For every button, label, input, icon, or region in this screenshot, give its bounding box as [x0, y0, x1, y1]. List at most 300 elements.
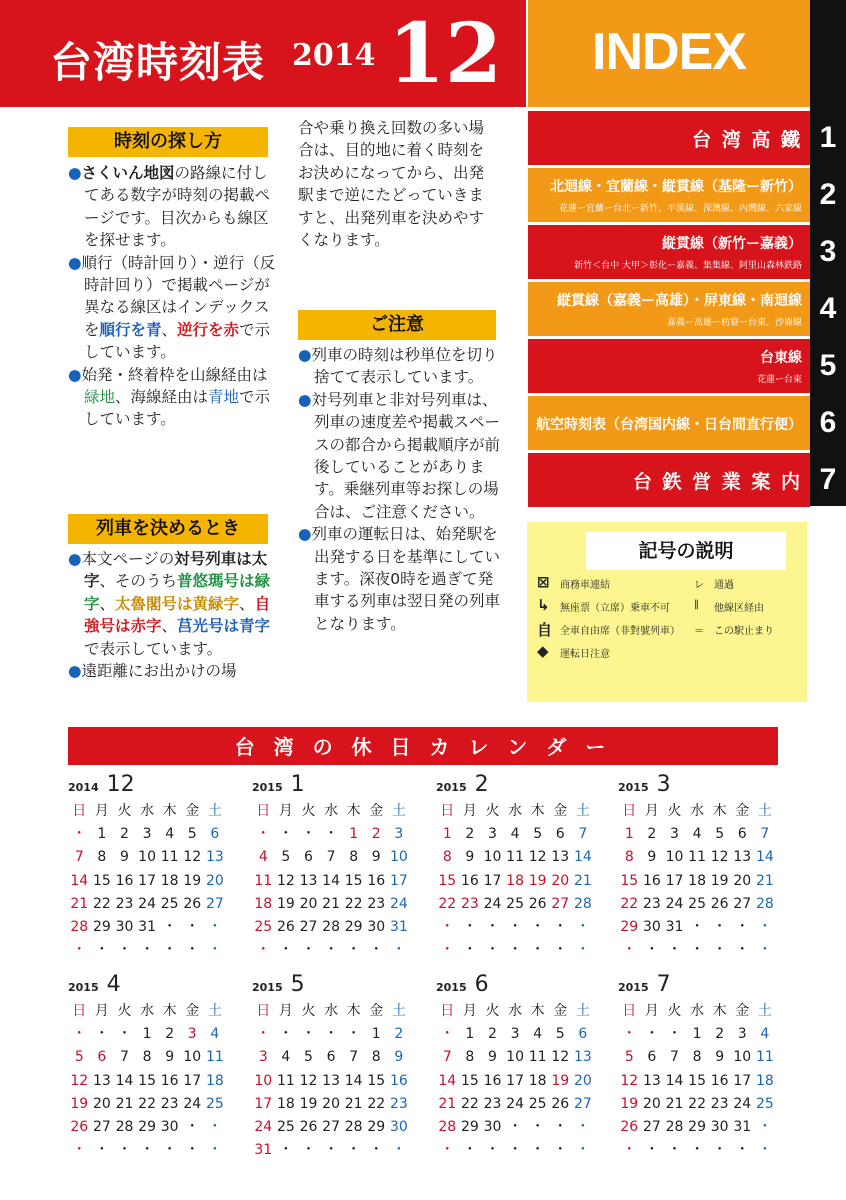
day-cell: 27 [205, 895, 224, 912]
weekday-label: 月 [462, 1003, 477, 1019]
day-cell: 7 [760, 826, 770, 843]
index-row-5[interactable] [528, 339, 810, 393]
day-cell: 13 [642, 1072, 661, 1089]
day-cell: 21 [438, 1095, 457, 1112]
day-cell: 10 [506, 1049, 524, 1066]
day-cell: 1 [465, 1026, 475, 1043]
day-cell: ・ [644, 1026, 659, 1043]
month-number: 1 [290, 772, 305, 797]
text-run: で示しています。 [84, 320, 271, 362]
day-cell: 4 [258, 849, 268, 866]
legend-icon: ◆ [537, 642, 549, 660]
weekday-label: 水 [508, 803, 523, 819]
legend-title: 記号の説明 [586, 532, 786, 570]
day-cell: 3 [258, 1049, 268, 1066]
day-cell: 7 [74, 849, 84, 866]
day-cell: 11 [755, 1049, 774, 1066]
index-row-number: 7 [819, 463, 837, 496]
weekday-label: 木 [346, 1003, 361, 1019]
weekday-label: 水 [140, 1003, 155, 1019]
weekday-label: 日 [72, 1003, 87, 1019]
calendar-title: 台 湾 の 休 日 カ レ ン ダ ー [234, 735, 612, 759]
day-cell: ・ [72, 1026, 87, 1043]
index-row-label: 航空時刻表（台湾国内線・日台間直行便） [536, 417, 802, 433]
choose-text [68, 548, 276, 682]
month-calendar [252, 772, 422, 962]
day-cell: 31 [389, 918, 408, 935]
bullet-icon: ● [298, 390, 312, 409]
day-cell: 11 [160, 849, 179, 866]
text-run: 本文ページの [81, 550, 175, 568]
weekday-label: 土 [757, 803, 772, 819]
day-cell: 29 [367, 1118, 386, 1135]
day-cell: ・ [757, 942, 772, 959]
day-cell: ・ [462, 1142, 477, 1159]
day-cell: 27 [92, 1118, 111, 1135]
day-cell: ・ [462, 918, 477, 935]
day-cell: 24 [254, 1118, 273, 1135]
day-cell: 27 [551, 895, 570, 912]
day-cell: ・ [690, 1142, 705, 1159]
weekday-label: 木 [162, 803, 177, 819]
day-cell: 13 [322, 1072, 340, 1089]
weekday-label: 水 [324, 1003, 339, 1019]
text-run: 緑地 [84, 388, 116, 407]
weekday-label: 日 [72, 803, 87, 819]
bullet-icon: ● [298, 525, 312, 544]
day-cell: ・ [644, 1142, 659, 1159]
day-cell: 24 [506, 1095, 524, 1112]
day-cell: 26 [183, 895, 202, 912]
day-cell: ・ [508, 918, 523, 935]
day-cell: 9 [488, 1049, 497, 1066]
day-cell: 25 [755, 1095, 774, 1112]
day-cell: 26 [551, 1095, 570, 1112]
day-cell: ・ [207, 1118, 222, 1135]
month-year: 2015 [436, 981, 467, 994]
day-cell: ・ [185, 918, 200, 935]
day-cell: 9 [120, 849, 129, 866]
day-cell: 20 [205, 872, 224, 889]
day-cell: 7 [670, 1049, 679, 1066]
day-cell: ・ [72, 942, 87, 959]
day-cell: 23 [367, 895, 386, 912]
paragraph [298, 344, 506, 389]
weekday-label: 金 [735, 1003, 750, 1019]
day-cell: 31 [733, 1118, 752, 1135]
paragraph [68, 548, 276, 660]
day-cell: ・ [622, 942, 637, 959]
index-row-number: 3 [819, 235, 837, 268]
weekday-label: 火 [117, 803, 132, 819]
month-number: 2 [474, 772, 489, 797]
day-cell: 30 [483, 1118, 502, 1135]
day-cell: 8 [692, 1049, 702, 1066]
month-number: 6 [474, 972, 489, 997]
weekday-label: 水 [324, 803, 339, 819]
day-cell: ・ [462, 942, 477, 959]
day-cell: 14 [322, 872, 340, 889]
day-cell: ・ [185, 1118, 200, 1135]
text-run: 順行（時計回り）・逆行（反時計回り）で掲載ページが異なる線区はインデックスを [81, 253, 276, 339]
weekday-label: 月 [278, 1003, 293, 1019]
day-cell: 4 [165, 826, 175, 843]
day-cell: ・ [324, 942, 339, 959]
month-header [618, 972, 788, 1000]
day-cell: 23 [160, 1095, 179, 1112]
day-cell: 15 [344, 872, 363, 889]
paragraph [68, 364, 276, 431]
day-cell: ・ [735, 942, 750, 959]
day-cell: 28 [755, 895, 774, 912]
index-row-label: 縦貫線（嘉義ー高雄）・屏東線・南迴線 [557, 293, 802, 309]
day-cell: ・ [256, 1026, 271, 1043]
day-cell: ・ [369, 1142, 384, 1159]
weekday-label: 水 [690, 803, 705, 819]
day-grid [252, 1023, 422, 1162]
day-cell: 14 [115, 1072, 134, 1089]
day-cell: 14 [573, 849, 592, 866]
day-cell: ・ [207, 918, 222, 935]
text-run: で示しています。 [84, 388, 271, 429]
day-cell: 11 [688, 849, 706, 866]
day-cell: 30 [389, 1118, 408, 1135]
day-cell: 21 [70, 895, 89, 912]
day-cell: 30 [367, 918, 386, 935]
day-cell: 1 [97, 826, 107, 843]
legend-label: 商務車連結 [560, 580, 610, 591]
day-cell: 8 [97, 849, 107, 866]
day-cell: 13 [299, 872, 318, 889]
day-cell: 6 [210, 826, 220, 843]
weekday-label: 月 [94, 1003, 109, 1019]
day-cell: 3 [670, 826, 679, 843]
index-row-7[interactable] [528, 453, 810, 507]
index-row-sublabel: 新竹＜台中 大甲＞彰化ー嘉義、集集線、阿里山森林鉄路 [574, 261, 802, 271]
notice-title: ご注意 [298, 310, 496, 340]
bullet-icon: ● [68, 365, 82, 384]
day-cell: 15 [620, 872, 639, 889]
day-cell: 29 [138, 1118, 156, 1135]
day-cell: 27 [299, 918, 318, 935]
weekday-label: 日 [256, 1003, 271, 1019]
day-cell: 3 [488, 826, 497, 843]
day-cell: 28 [665, 1118, 684, 1135]
weekday-label: 金 [369, 1003, 384, 1019]
day-cell: ・ [140, 942, 155, 959]
day-cell: 20 [322, 1095, 340, 1112]
day-cell: 10 [733, 1049, 752, 1066]
day-cell: 16 [115, 872, 134, 889]
day-cell: 17 [733, 1072, 752, 1089]
day-cell: 3 [510, 1026, 520, 1043]
weekday-label: 木 [530, 1003, 545, 1019]
day-cell: 1 [371, 1026, 381, 1043]
day-cell: 15 [92, 872, 111, 889]
legend-icon: ⊠ [537, 573, 550, 591]
day-cell: 14 [344, 1072, 363, 1089]
day-cell: 17 [138, 872, 156, 889]
text-run: 普悠瑪号は緑字 [84, 572, 271, 613]
day-cell: 22 [92, 895, 111, 912]
text-run: 、そのうち [99, 572, 178, 591]
day-cell: ・ [162, 918, 177, 935]
day-cell: 8 [142, 1049, 152, 1066]
day-cell: 30 [710, 1118, 729, 1135]
day-cell: ・ [712, 918, 727, 935]
day-cell: 10 [483, 849, 502, 866]
day-cell: 29 [344, 918, 363, 935]
day-cell: ・ [575, 918, 590, 935]
day-cell: ・ [575, 942, 590, 959]
weekday-row [252, 800, 422, 823]
day-cell: ・ [440, 942, 455, 959]
weekday-label: 日 [622, 803, 637, 819]
day-cell: 28 [438, 1118, 457, 1135]
day-cell: 23 [642, 895, 661, 912]
day-cell: 25 [205, 1095, 224, 1112]
day-cell: ・ [485, 942, 500, 959]
day-cell: 18 [160, 872, 179, 889]
day-cell: ・ [553, 942, 568, 959]
day-cell: ・ [530, 918, 545, 935]
index-row-label: 台 湾 高 鐵 [692, 129, 802, 151]
day-cell: ・ [735, 918, 750, 935]
day-cell: 9 [394, 1049, 404, 1066]
header-month: 12 [388, 6, 503, 102]
day-cell: 4 [281, 1049, 291, 1066]
text-run: 列車の運転日は、始発駅を出発する日を基準にしています。深夜0時を過ぎて発車する列車は翌日発の列車となります。 [311, 525, 501, 633]
day-cell: 12 [70, 1072, 89, 1089]
index-row-number: 1 [819, 121, 837, 154]
day-cell: ・ [140, 1142, 155, 1159]
index-row-label: 台東線 [760, 350, 802, 366]
day-cell: 10 [183, 1049, 202, 1066]
day-cell: 22 [460, 1095, 479, 1112]
day-grid [252, 823, 422, 962]
weekday-label: 金 [185, 803, 200, 819]
day-cell: ・ [117, 942, 132, 959]
weekday-label: 土 [391, 803, 406, 819]
day-cell: ・ [278, 1026, 293, 1043]
day-cell: 7 [578, 826, 588, 843]
day-cell: 15 [460, 1072, 479, 1089]
month-calendar [618, 772, 788, 962]
day-cell: 18 [276, 1095, 295, 1112]
weekday-label: 火 [667, 1003, 682, 1019]
day-cell: 16 [483, 1072, 502, 1089]
text-run: 順行を青 [99, 320, 162, 339]
month-number: 7 [656, 972, 671, 997]
day-cell: ・ [508, 1142, 523, 1159]
day-cell: ・ [553, 1118, 568, 1135]
day-cell: 24 [138, 895, 156, 912]
day-cell: 3 [737, 1026, 747, 1043]
day-cell: ・ [667, 942, 682, 959]
month-number: 3 [656, 772, 671, 797]
day-cell: 6 [97, 1049, 107, 1066]
weekday-label: 月 [462, 803, 477, 819]
day-cell: 17 [506, 1072, 524, 1089]
day-cell: 19 [620, 1095, 639, 1112]
day-cell: 2 [715, 1026, 725, 1043]
month-number: 4 [106, 972, 121, 997]
index-row-label: 台 鉄 営 業 案 内 [632, 471, 802, 493]
day-cell: 5 [74, 1049, 84, 1066]
day-cell: 26 [710, 895, 729, 912]
day-cell: 19 [710, 872, 729, 889]
day-cell: ・ [530, 1142, 545, 1159]
index-row-sublabel: 嘉義ー高雄ー枋寮ー台東、沙崙線 [666, 318, 802, 328]
day-cell: 23 [710, 1095, 729, 1112]
day-cell: ・ [440, 1026, 455, 1043]
day-cell: 30 [642, 918, 661, 935]
weekday-row [436, 800, 606, 823]
day-cell: 22 [367, 1095, 386, 1112]
month-header [252, 972, 422, 1000]
day-cell: 18 [254, 895, 273, 912]
day-cell: 29 [620, 918, 639, 935]
day-cell: 10 [389, 849, 408, 866]
day-cell: ・ [278, 1142, 293, 1159]
day-cell: 24 [733, 1095, 752, 1112]
day-grid [68, 1023, 238, 1162]
month-header [436, 772, 606, 800]
weekday-label: 水 [140, 803, 155, 819]
day-cell: ・ [712, 942, 727, 959]
day-cell: 9 [465, 849, 475, 866]
day-cell: ・ [757, 1118, 772, 1135]
howto-title: 時刻の探し方 [68, 127, 268, 157]
text-run: 、 [161, 320, 178, 339]
day-cell: ・ [301, 1026, 316, 1043]
day-cell: 6 [304, 849, 313, 866]
paragraph [68, 660, 276, 682]
index-row-2[interactable] [528, 168, 810, 222]
day-cell: 25 [254, 918, 273, 935]
weekday-label: 火 [301, 1003, 316, 1019]
weekday-label: 日 [622, 1003, 637, 1019]
day-cell: ・ [117, 1026, 132, 1043]
index-row-4[interactable] [528, 282, 810, 336]
day-cell: ・ [508, 1118, 523, 1135]
weekday-label: 日 [440, 803, 455, 819]
day-cell: 5 [555, 1026, 565, 1043]
month-year: 2015 [618, 781, 649, 794]
day-cell: 19 [70, 1095, 89, 1112]
day-cell: 30 [160, 1118, 179, 1135]
day-cell: ・ [644, 942, 659, 959]
text-run: 列車の時刻は秒単位を切り捨てて表示しています。 [311, 346, 498, 387]
legend-label: 全車自由席（非對號列車） [560, 626, 680, 637]
day-cell: 3 [394, 826, 404, 843]
notice-text [298, 344, 506, 635]
day-cell: 19 [276, 895, 295, 912]
month-year: 2015 [252, 981, 283, 994]
month-header [436, 972, 606, 1000]
day-cell: 28 [344, 1118, 363, 1135]
day-cell: 31 [138, 918, 156, 935]
index-row-3[interactable] [528, 225, 810, 279]
day-cell: 27 [322, 1118, 340, 1135]
index-row-1[interactable] [528, 111, 810, 165]
day-cell: 4 [510, 826, 520, 843]
day-cell: 10 [138, 849, 156, 866]
day-cell: 24 [483, 895, 502, 912]
month-year: 2015 [618, 981, 649, 994]
day-cell: 18 [205, 1072, 224, 1089]
weekday-label: 水 [508, 1003, 523, 1019]
day-cell: 25 [276, 1118, 295, 1135]
month-number: 5 [290, 972, 305, 997]
paragraph [298, 523, 506, 635]
text-run: 、 [99, 594, 116, 613]
day-cell: 22 [620, 895, 639, 912]
weekday-label: 木 [530, 803, 545, 819]
day-cell: ・ [440, 918, 455, 935]
weekday-row [68, 800, 238, 823]
day-cell: 13 [573, 1049, 592, 1066]
day-cell: ・ [667, 1026, 682, 1043]
text-run: 始発・終着枠を山線経由は [81, 365, 268, 384]
weekday-label: 土 [757, 1003, 772, 1019]
day-cell: ・ [530, 1118, 545, 1135]
day-cell: ・ [324, 1026, 339, 1043]
day-cell: 2 [394, 1026, 404, 1043]
day-cell: 3 [142, 826, 152, 843]
day-cell: 8 [624, 849, 634, 866]
day-cell: 28 [70, 918, 89, 935]
weekday-label: 水 [690, 1003, 705, 1019]
weekday-label: 木 [712, 1003, 727, 1019]
day-cell: ・ [485, 918, 500, 935]
day-cell: ・ [278, 826, 293, 843]
day-cell: ・ [391, 942, 406, 959]
index-title: INDEX [592, 23, 746, 81]
day-cell: 5 [281, 849, 291, 866]
day-cell: ・ [256, 826, 271, 843]
day-grid [618, 823, 788, 962]
day-cell: 12 [528, 849, 547, 866]
day-cell: 23 [483, 1095, 502, 1112]
day-cell: ・ [72, 1142, 87, 1159]
day-cell: 9 [647, 849, 657, 866]
month-calendar [252, 972, 422, 1162]
day-cell: 18 [506, 872, 524, 889]
day-cell: ・ [324, 826, 339, 843]
month-header [68, 772, 238, 800]
month-header [68, 972, 238, 1000]
bullet-icon: ● [68, 550, 82, 568]
day-cell: 6 [737, 826, 747, 843]
day-cell: 1 [349, 826, 359, 843]
text-run: 逆行を赤 [177, 320, 240, 339]
day-cell: ・ [301, 826, 316, 843]
day-cell: 16 [389, 1072, 408, 1089]
weekday-label: 日 [440, 1003, 455, 1019]
day-cell: 18 [528, 1072, 547, 1089]
day-cell: 17 [254, 1095, 273, 1112]
day-cell: ・ [440, 1142, 455, 1159]
day-cell: 26 [620, 1118, 639, 1135]
day-cell: 20 [551, 872, 570, 889]
day-cell: 5 [624, 1049, 634, 1066]
index-row-6[interactable] [528, 396, 810, 450]
legend-icon: レ [694, 580, 704, 591]
day-cell: 27 [642, 1118, 661, 1135]
day-cell: 10 [254, 1072, 273, 1089]
day-cell: 26 [299, 1118, 318, 1135]
